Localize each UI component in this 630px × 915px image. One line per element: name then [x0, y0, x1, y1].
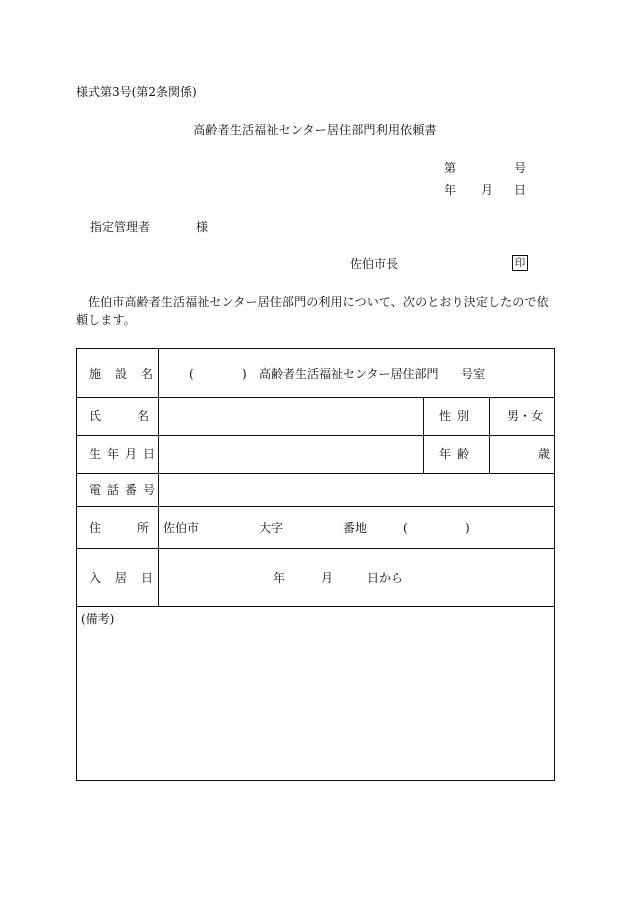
document-title: 高齢者生活福祉センター居住部門利用依頼書	[193, 123, 437, 137]
address-paren-close: )	[465, 521, 470, 535]
facility-label: 施設名	[89, 367, 168, 381]
label-column-divider	[158, 349, 159, 606]
move-in-label: 入居日	[89, 571, 168, 585]
move-in-month: 月	[321, 571, 334, 585]
column-divider	[489, 397, 490, 473]
move-in-day-from: 日から	[367, 571, 404, 585]
addressee-label: 指定管理者	[90, 220, 151, 234]
form-number: 様式第3号(第2条関係)	[76, 85, 197, 99]
address-label-first: 住	[89, 521, 102, 535]
facility-paren-open: (	[189, 367, 194, 381]
doc-number-suffix: 号	[514, 161, 527, 175]
column-divider	[423, 397, 424, 473]
address-city: 佐伯市	[163, 521, 200, 535]
move-in-year: 年	[273, 571, 286, 585]
facility-name: 高齢者生活福祉センター居住部門	[259, 367, 439, 381]
row-divider	[77, 506, 554, 507]
request-form-table	[76, 348, 555, 781]
facility-room-suffix: 号室	[461, 367, 486, 381]
row-divider	[77, 606, 554, 607]
seal-mark: 印	[512, 255, 528, 271]
issuer-label: 佐伯市長	[350, 257, 399, 271]
addressee-honorific: 様	[196, 220, 209, 234]
name-label-last: 名	[137, 409, 150, 423]
birthdate-label: 生年月日	[89, 447, 162, 461]
date-day: 日	[514, 183, 527, 197]
address-paren-open: (	[403, 521, 408, 535]
date-month: 月	[481, 183, 494, 197]
facility-paren-close: )	[242, 367, 247, 381]
row-divider	[77, 435, 554, 436]
age-label: 年齢	[439, 447, 476, 461]
phone-label: 電話番号	[89, 483, 162, 497]
remarks-label: (備考)	[81, 612, 115, 626]
address-label-last: 所	[137, 521, 150, 535]
address-oaza: 大字	[259, 521, 284, 535]
row-divider	[77, 397, 554, 398]
doc-number-prefix: 第	[444, 161, 457, 175]
age-unit: 歳	[538, 447, 551, 461]
date-year: 年	[444, 183, 457, 197]
body-text: 佐伯市高齢者生活福祉センター居住部門の利用について、次のとおり決定したので依頼します。	[76, 295, 549, 327]
row-divider	[77, 548, 554, 549]
name-label-first: 氏	[89, 409, 102, 423]
gender-value: 男・女	[507, 409, 544, 423]
address-banchi: 番地	[343, 521, 368, 535]
gender-label: 性別	[439, 409, 476, 423]
row-divider	[77, 473, 554, 474]
